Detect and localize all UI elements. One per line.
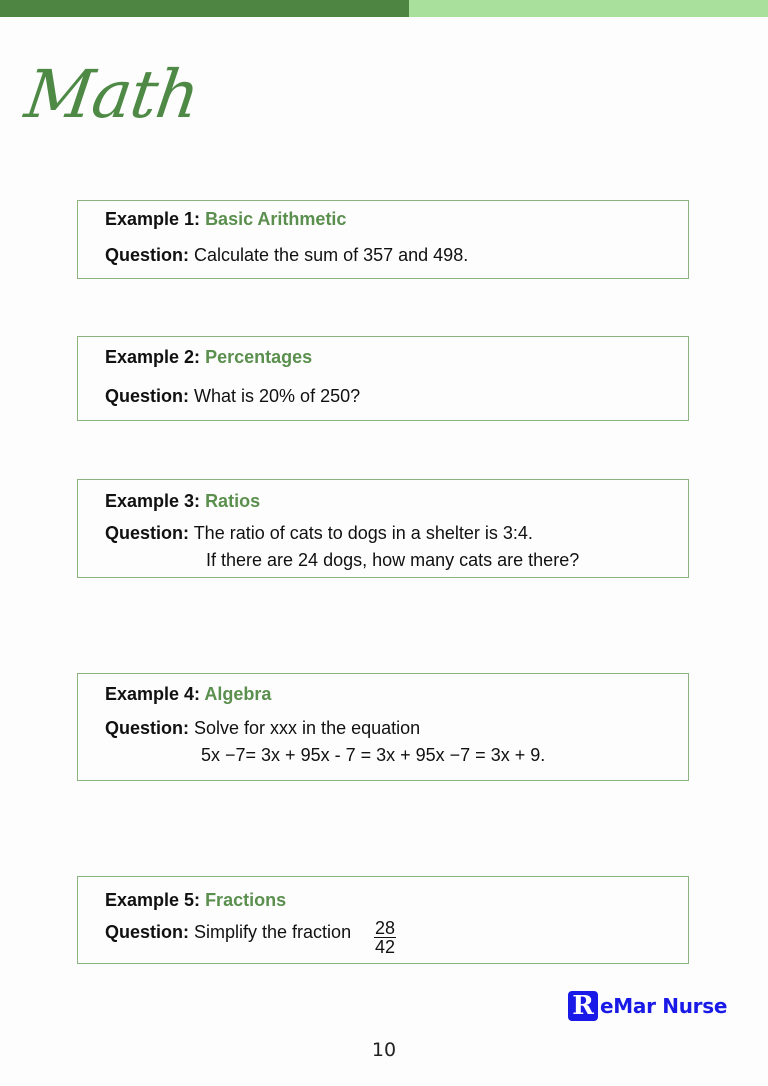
question-label: Question:: [105, 245, 189, 265]
question-label: Question:: [105, 922, 189, 942]
example-topic: Algebra: [204, 684, 272, 704]
example-question: [105, 386, 360, 407]
question-continuation: If there are 24 dogs, how many cats are there?: [206, 550, 580, 570]
example-card-5: [77, 876, 689, 964]
page-title: Math: [20, 56, 204, 133]
example-topic: Fractions: [205, 890, 287, 910]
example-card-1: [77, 200, 689, 279]
example-label: Example 3:: [105, 491, 201, 511]
example-topic: Ratios: [205, 491, 261, 511]
equation-text: 5x −7= 3x + 95x - 7 = 3x + 95x −7 = 3x + 9.: [201, 745, 546, 765]
logo-r-icon: R: [568, 991, 598, 1021]
top-accent-bar: [0, 0, 768, 17]
fraction-numerator: 28: [375, 918, 396, 938]
page-number: 10: [371, 1039, 397, 1061]
question-label: Question:: [105, 386, 189, 406]
example-heading: [105, 347, 312, 368]
example-label: Example 1:: [105, 209, 201, 229]
question-text: Solve for xxx in the equation: [194, 718, 421, 738]
logo-wordmark: eMar Nurse: [600, 994, 728, 1018]
question-text: What is 20% of 250?: [194, 386, 361, 406]
question-text: Simplify the fraction: [194, 922, 352, 942]
example-heading: [105, 684, 271, 705]
question-label: Question:: [105, 718, 189, 738]
example-label: Example 4:: [105, 684, 201, 704]
example-topic: Percentages: [205, 347, 313, 367]
example-label: Example 2:: [105, 347, 201, 367]
fraction-denominator: 42: [375, 937, 396, 957]
example-heading: [105, 890, 286, 911]
question-text: The ratio of cats to dogs in a shelter is 3:4.: [193, 523, 533, 543]
question-text: Calculate the sum of 357 and 498.: [194, 245, 469, 265]
top-accent-bar-dark: [0, 0, 409, 17]
example-question: [105, 245, 468, 266]
question-label: Question:: [105, 523, 189, 543]
top-accent-bar-light: [409, 0, 768, 17]
example-label: Example 5:: [105, 890, 201, 910]
remar-nurse-logo: [568, 991, 727, 1021]
fraction: [374, 920, 396, 956]
example-topic: Basic Arithmetic: [205, 209, 347, 229]
example-question: [105, 523, 533, 544]
example-card-4: [77, 673, 689, 781]
example-question: [105, 922, 351, 943]
example-card-3: [77, 479, 689, 578]
example-card-2: [77, 336, 689, 421]
example-question: [105, 718, 420, 739]
example-heading: [105, 491, 260, 512]
example-heading: [105, 209, 346, 230]
